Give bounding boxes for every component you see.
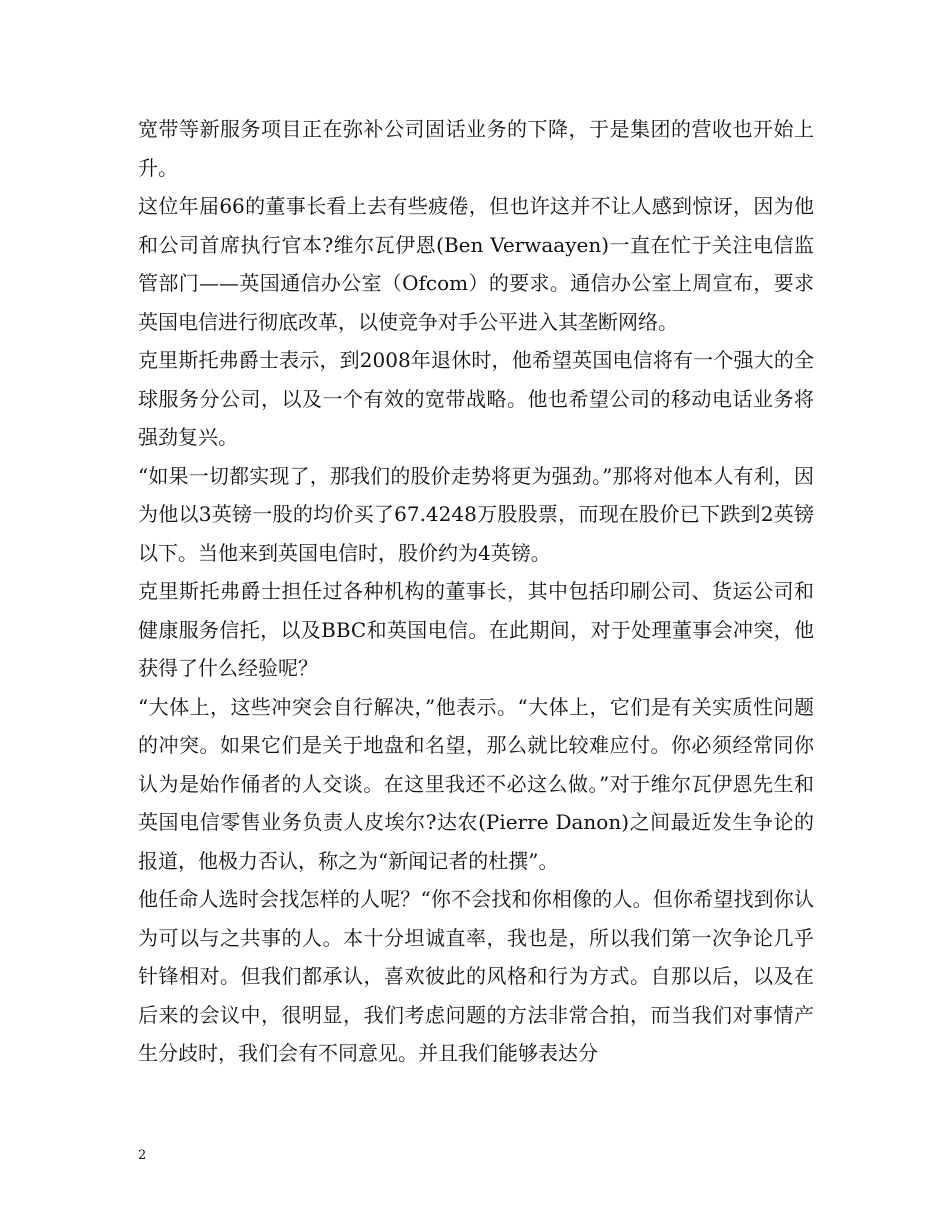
page-number: 2 bbox=[138, 1148, 147, 1163]
paragraph: 这位年届66的董事长看上去有些疲倦，但也许这并不让人感到惊讶，因为他和公司首席执行官本?维尔瓦伊恩(Ben Verwaayen)一直在忙于关注电信监管部门——英国通信办公室（Ofcom）的要求。通信办公室上周宣布，要求英国电信进行彻底改革，以使竞争对手公平进入其垄断网络。 bbox=[138, 194, 814, 334]
article-body bbox=[138, 110, 814, 1073]
paragraph: 他任命人选时会找怎样的人呢？“你不会找和你相像的人。但你希望找到你认为可以与之共事的人。本十分坦诚直率，我也是，所以我们第一次争论几乎针锋相对。但我们都承认，喜欢彼此的风格和行为方式。自那以后，以及在后来的会议中，很明显，我们考虑问题的方法非常合拍，而当我们对事情产生分歧时，我们会有不同意见。并且我们能够表达分 bbox=[138, 887, 814, 1065]
paragraph: 克里斯托弗爵士表示，到2008年退休时，他希望英国电信将有一个强大的全球服务分公司，以及一个有效的宽带战略。他也希望公司的移动电话业务将强劲复兴。 bbox=[138, 348, 814, 449]
paragraph: 宽带等新服务项目正在弥补公司固话业务的下降，于是集团的营收也开始上升。 bbox=[138, 117, 814, 180]
paragraph: 克里斯托弗爵士担任过各种机构的董事长，其中包括印刷公司、货运公司和健康服务信托，以及BBC和英国电信。在此期间，对于处理董事会冲突，他获得了什么经验呢？ bbox=[138, 579, 814, 680]
paragraph: “如果一切都实现了，那我们的股价走势将更为强劲。”那将对他本人有利，因为他以3英镑一股的均价买了67.4248万股股票，而现在股价已下跌到2英镑以下。当他来到英国电信时，股价约为4英镑。 bbox=[138, 463, 814, 565]
paragraph: “大体上，这些冲突会自行解决，”他表示。“大体上，它们是有关实质性问题的冲突。如果它们是关于地盘和名望，那么就比较难应付。你必须经常同你认为是始作俑者的人交谈。在这里我还不必这么做。”对于维尔瓦伊恩先生和英国电信零售业务负责人皮埃尔?达农(Pierre Danon)之间最近发生争论的报道，他极力否认，称之为“新闻记者的杜撰”。 bbox=[138, 694, 814, 873]
